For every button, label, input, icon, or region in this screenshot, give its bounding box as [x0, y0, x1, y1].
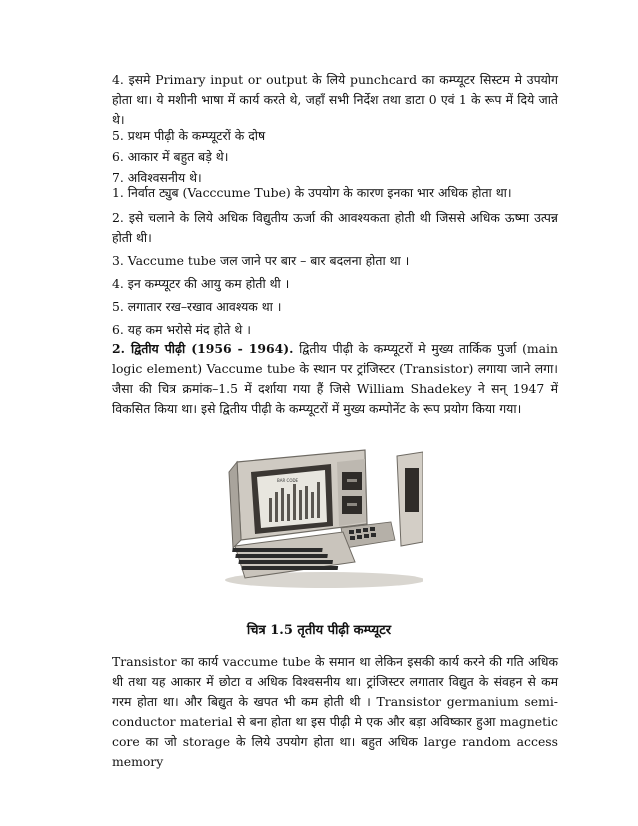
paragraph-transistor: Transistor का कार्य vaccume tube के समान था लेकिन इसकी कार्य करने की गति अधिक थी तथा यह आकार में छोटा व अधिक विश्वसनीय था। ट्रांजिस्टर लगातार विद्युत के संवहन से कम गरम होता था। और बिद्युत के खपत भी कम होती थी । Transistor germanium semi-conductor material से बना होता था इस पीढ़ी मे एक और बड़ा अविष्कार हुआ magnetic core का जो storage के लिये उपयोग होता था। बहुत अधिक large random access memory — [112, 654, 558, 769]
list-item-large-size: 6. आकार में बहुत बड़े थे। — [112, 149, 229, 164]
second-generation-section — [112, 339, 558, 419]
list-item-power-heat: 2. इसे चलाने के लिये अधिक विद्युतीय ऊर्जा की आवश्यकता होती थी जिससे अधिक ऊष्मा उत्पन्न होती थी। — [112, 210, 558, 245]
list-item-maintenance: 5. लगातार रख–रखाव आवश्यक था । — [112, 299, 282, 314]
list-item-tube-replacement: 3. Vaccume tube जल जाने पर बार – बार बदलना होता था । — [112, 253, 410, 268]
list-item-vacuum-weight: 1. निर्वात ट्युब (Vacccume Tube) के उपयोग के कारण इनका भार अधिक होता था। — [112, 185, 512, 200]
section-text: द्वितीय पीढ़ी के कम्प्यूटरों मे मुख्य तार्किक पुर्जा (main logic element) Vaccume tube के स्थान पर ट्रांजिस्टर (Transistor) लगाया जाने लगा। जैसा की चित्र क्रमांक–1.5 में दर्शाया गया हैं जिसे William Shadekey ने सन् 1947 में विकसित किया था। इसे द्वितीय पीढ़ी के कम्प्यूटरों में मुख्य कम्पोनेंट के रूप प्रयोग किया गया। — [112, 341, 558, 416]
list-item-short-life: 4. इन कम्प्यूटर की आयु कम होती थी । — [112, 276, 290, 291]
figure-caption: चित्र 1.5 तृतीय पीढ़ी कम्प्यूटर — [246, 623, 392, 638]
list-item-unreliable: 7. अविश्वसनीय थे। — [112, 170, 202, 185]
screen-title: BAR CODE — [277, 478, 299, 483]
section-heading: 2. द्वितीय पीढ़ी (1956 - 1964). — [112, 341, 294, 356]
list-item-less-reliable: 6. यह कम भरोसे मंद होते थे । — [112, 322, 251, 337]
list-item-defects-heading: 5. प्रथम पीढ़ी के कम्प्यूटरों के दोष — [112, 128, 266, 143]
paragraph-punchcard: 4. इसमे Primary input or output के लिये punchcard का कम्प्यूटर सिस्टम मे उपयोग होता था। ये मशीनी भाषा में कार्य करते थे, जहाँ सभी निर्देश तथा डाटा 0 एवं 1 के रूप में दिये जाते थे। — [112, 72, 558, 127]
computer-photo — [215, 432, 423, 592]
